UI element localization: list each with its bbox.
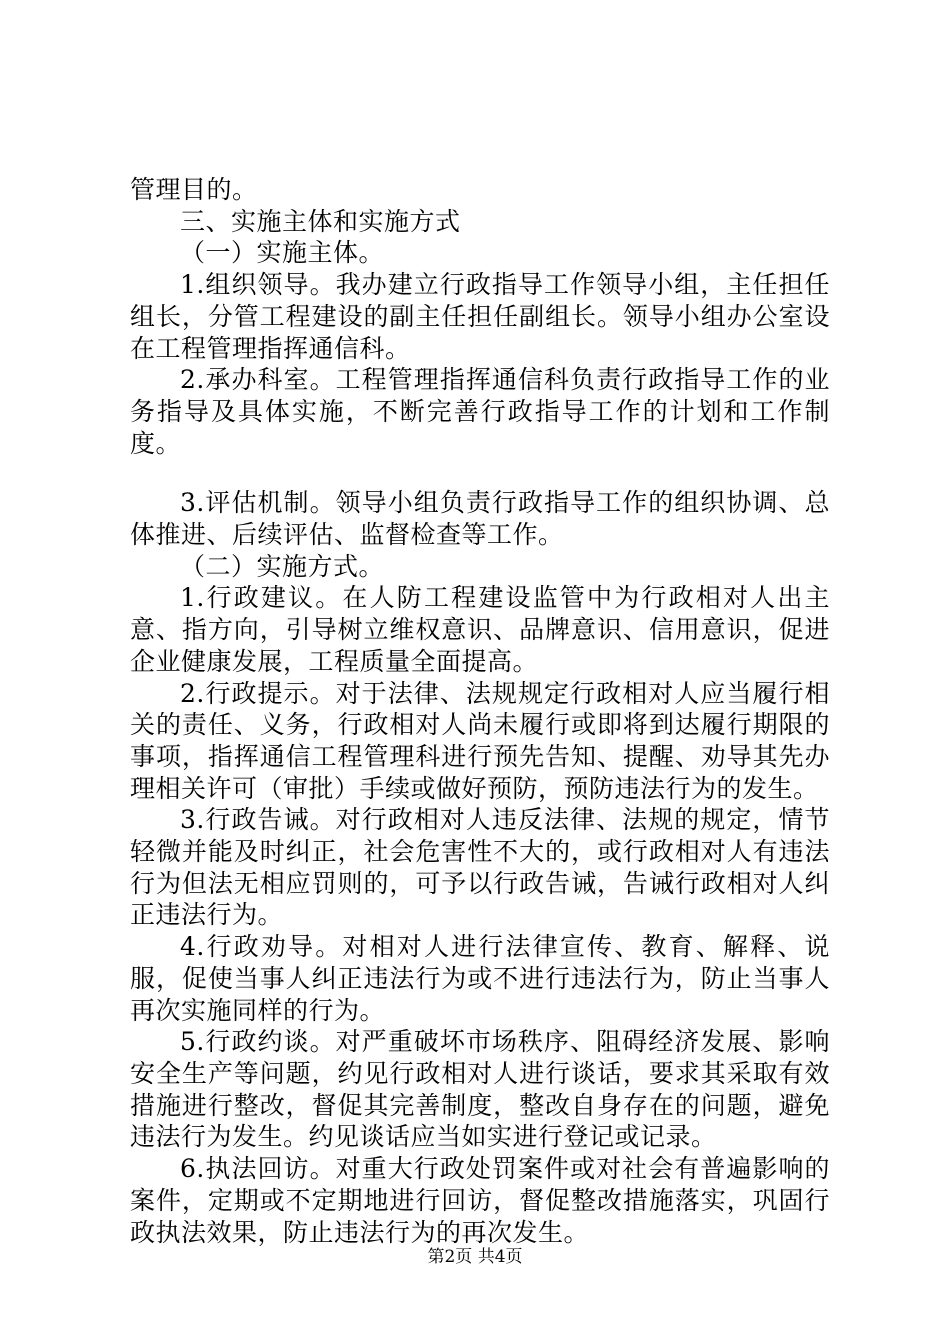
paragraph-interview: 5.行政约谈。对严重破坏市场秩序、阻碍经济发展、影响安全生产等问题，约见行政相对人进行谈话，要求其采取有效措施进行整改，督促其完善制度，整改自身存在的问题，避免违法行为发生。约见谈话应当如实进行登记或记录。 [130, 1027, 830, 1152]
paragraph-warning: 3.行政告诫。对行政相对人违反法律、法规的规定，情节轻微并能及时纠正，社会危害性不大的，或行政相对人有违法行为但法无相应罚则的，可予以行政告诫，告诫行政相对人纠正违法行为。 [130, 805, 830, 930]
subsection-heading-2: （二）实施方式。 [180, 551, 385, 581]
paragraph-continuation: 管理目的。 [130, 175, 258, 204]
paragraph-advice: 1.行政建议。在人防工程建设监管中为行政相对人出主意、指方向，引导树立维权意识、品牌意识、信用意识，促进企业健康发展，工程质量全面提高。 [130, 583, 830, 676]
paragraph-evaluation: 3.评估机制。领导小组负责行政指导工作的组织协调、总体推进、后续评估、监督检查等工作。 [130, 488, 830, 550]
paragraph-revisit: 6.执法回访。对重大行政处罚案件或对社会有普遍影响的案件，定期或不定期地进行回访，督促整改措施落实，巩固行政执法效果，防止违法行为的再次发生。 [130, 1154, 830, 1247]
paragraph-office: 2.承办科室。工程管理指挥通信科负责行政指导工作的业务指导及具体实施，不断完善行政指导工作的计划和工作制度。 [130, 365, 830, 458]
subsection-heading-1: （一）实施主体。 [180, 238, 385, 268]
paragraph-reminder: 2.行政提示。对于法律、法规规定行政相对人应当履行相关的责任、义务，行政相对人尚未履行或即将到达履行期限的事项，指挥通信工程管理科进行预先告知、提醒、劝导其先办理相关许可（审批）手续或做好预防，预防违法行为的发生。 [130, 678, 830, 803]
paragraph-org-leadership: 1.组织领导。我办建立行政指导工作领导小组，主任担任组长，分管工程建设的副主任担任副组长。领导小组办公室设在工程管理指挥通信科。 [130, 270, 830, 363]
section-heading-3: 三、实施主体和实施方式 [180, 206, 461, 236]
document-body [130, 174, 830, 1248]
paragraph-persuasion: 4.行政劝导。对相对人进行法律宣传、教育、解释、说服，促使当事人纠正违法行为或不进行违法行为，防止当事人再次实施同样的行为。 [130, 932, 830, 1025]
page-number-footer: 第2页 共4页 [427, 1247, 523, 1267]
